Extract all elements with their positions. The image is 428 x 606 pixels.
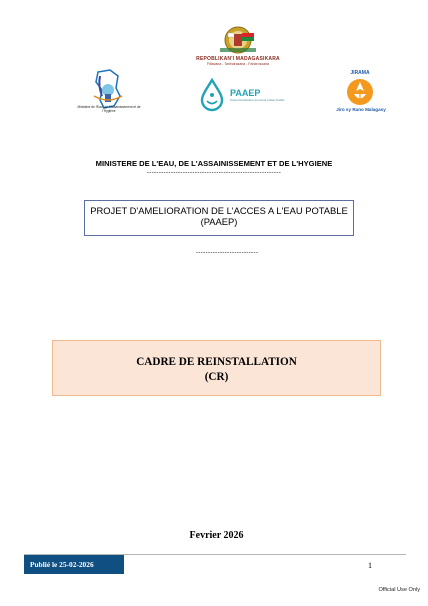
republic-motto: Fitiavana - Tanindrazana - Fandrosoana	[206, 62, 269, 66]
jirama-logo	[343, 77, 377, 107]
republic-logo-text: REPOBLIKAN'I MADAGASIKARA	[196, 56, 280, 62]
jirama-logo-title: JIRAMA	[350, 70, 370, 76]
classification-label: Official Use Only	[378, 587, 420, 593]
paaep-logo-text: PAAEP	[230, 88, 261, 98]
ministry-separator: --------------------------------------------------------	[146, 170, 282, 176]
document-title: CADRE DE REINSTALLATION	[136, 356, 297, 368]
project-separator: --------------------------	[196, 250, 259, 256]
ministry-title: MINISTERE DE L'EAU, DE L'ASSAINISSEMENT ET DE L'HYGIENE	[95, 159, 333, 168]
page-number: 1	[368, 561, 372, 570]
published-badge: Publié le 25-02-2026	[24, 555, 124, 574]
paaep-logo-subtext: Projet d'Amélioration de l'Accès à l'Eau Potable	[230, 99, 285, 102]
document-abbreviation: (CR)	[204, 371, 229, 383]
document-date: Fevrier 2026	[189, 530, 244, 541]
jirama-logo-subtitle: Jiro sy Rano Malagasy	[336, 107, 386, 112]
ministry-logo-caption: Ministère de l'Eau, de l'Assainissement et de l'Hygiène	[77, 105, 141, 113]
project-title: PROJET D'AMELIORATION DE L'ACCES A L'EAU POTABLE (PAAEP)	[90, 205, 348, 227]
